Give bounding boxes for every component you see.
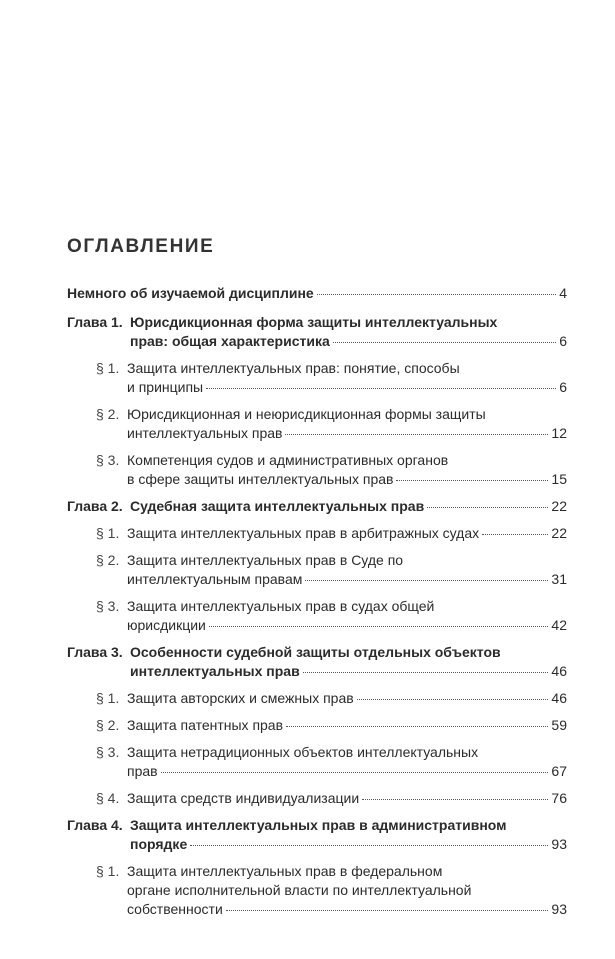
dot-leader (396, 479, 548, 481)
entry-title-line: Компетенция судов и административных органов (127, 452, 449, 468)
entry-title (127, 405, 567, 443)
entry-title (127, 551, 567, 589)
entry-title (67, 497, 567, 516)
dot-leader (209, 625, 549, 627)
entry-leader-row (130, 497, 567, 516)
page-number: 59 (551, 717, 567, 733)
toc-section-entry (67, 789, 567, 808)
entry-title (127, 359, 567, 397)
entry-title-line: Защита средств индивидуализации (127, 790, 360, 806)
entry-leader-row (127, 616, 567, 635)
chapter-number: Глава 2. (67, 498, 123, 514)
section-number: § 3. (96, 598, 120, 614)
page-number: 93 (551, 901, 567, 917)
section-number: § 1. (96, 360, 120, 376)
entry-leader-row (127, 689, 567, 708)
toc-section-entry (67, 405, 567, 443)
entry-title-line: интеллектуальным правам (127, 571, 303, 587)
dot-leader (357, 698, 549, 700)
page-number: 4 (559, 285, 567, 301)
toc-section-entry (67, 359, 567, 397)
entry-title (127, 689, 567, 708)
entry-title (127, 862, 567, 919)
entry-title-line: Защита интеллектуальных прав в Суде по (127, 552, 404, 568)
page-number: 15 (551, 471, 567, 487)
dot-leader (286, 725, 548, 727)
entry-title (127, 524, 567, 543)
page-number: 42 (551, 617, 567, 633)
dot-leader (206, 387, 556, 389)
toc-chapter-entry (67, 313, 567, 351)
dot-leader (226, 909, 549, 911)
entry-leader-row (127, 900, 567, 919)
dot-leader (317, 293, 557, 295)
entry-title-line: Защита авторских и смежных прав (127, 690, 354, 706)
chapter-number: Глава 4. (67, 817, 123, 833)
entry-title-line: и принципы (127, 379, 204, 395)
entry-title-line: органе исполнительной власти по интеллектуальной (127, 882, 472, 898)
section-number: § 3. (96, 452, 120, 468)
entry-title-line: Юрисдикционная форма защиты интеллектуальных (130, 314, 498, 330)
toc-section-entry (67, 689, 567, 708)
entry-title-line: Особенности судебной защиты отдельных объектов (130, 644, 501, 660)
dot-leader (285, 433, 548, 435)
entry-title-line: Защита нетрадиционных объектов интеллектуальных (127, 744, 479, 760)
page-number: 6 (559, 333, 567, 349)
page-number: 46 (551, 690, 567, 706)
entry-leader-row (127, 762, 567, 781)
section-number: § 1. (96, 690, 120, 706)
section-number: § 2. (96, 717, 120, 733)
page-number: 76 (551, 790, 567, 806)
page-number: 67 (551, 763, 567, 779)
toc-intro-entry (67, 284, 567, 303)
section-number: § 2. (96, 406, 120, 422)
entry-title-line: интеллектуальных прав (130, 663, 300, 679)
dot-leader (303, 671, 549, 673)
entry-title-line: прав: общая характеристика (130, 333, 330, 349)
page-number: 6 (559, 379, 567, 395)
section-number: § 3. (96, 744, 120, 760)
dot-leader (482, 533, 548, 535)
entry-title-line: Юрисдикционная и неюрисдикционная формы защиты (127, 406, 486, 422)
chapter-number: Глава 3. (67, 644, 123, 660)
entry-title-line: Защита интеллектуальных прав в федеральном (127, 863, 443, 879)
toc-list (67, 284, 567, 927)
entry-leader-row (130, 662, 567, 681)
dot-leader (161, 771, 549, 773)
entry-title-line: интеллектуальных прав (127, 425, 283, 441)
entry-title-line: Защита интеллектуальных прав в судах общей (127, 598, 435, 614)
chapter-number: Глава 1. (67, 314, 123, 330)
entry-title (127, 743, 567, 781)
entry-title-line: Защита интеллектуальных прав в административном (130, 817, 507, 833)
entry-title-line: юрисдикции (127, 617, 206, 633)
entry-title-line: Защита интеллектуальных прав в арбитражных судах (127, 525, 480, 541)
entry-title (127, 789, 567, 808)
entry-leader-row (130, 332, 567, 351)
section-number: § 1. (96, 525, 120, 541)
page-number: 31 (551, 571, 567, 587)
entry-leader-row (67, 284, 567, 303)
toc-title: ОГЛАВЛЕНИЕ (67, 236, 215, 257)
page-number: 22 (551, 525, 567, 541)
entry-leader-row (127, 789, 567, 808)
toc-chapter-entry (67, 816, 567, 854)
page-number: 12 (551, 425, 567, 441)
entry-leader-row (127, 470, 567, 489)
entry-leader-row (130, 835, 567, 854)
toc-section-entry (67, 451, 567, 489)
dot-leader (333, 341, 556, 343)
toc-section-entry (67, 551, 567, 589)
toc-chapter-entry (67, 497, 567, 516)
toc-section-entry (67, 862, 567, 919)
toc-section-entry (67, 743, 567, 781)
entry-title-line: Защита интеллектуальных прав: понятие, способы (127, 360, 460, 376)
entry-title-line: порядке (130, 836, 188, 852)
dot-leader (427, 506, 548, 508)
entry-title-line: Судебная защита интеллектуальных прав (130, 498, 425, 514)
dot-leader (362, 798, 548, 800)
entry-title-line: Немного об изучаемой дисциплине (67, 285, 314, 301)
page-number: 93 (551, 836, 567, 852)
entry-title-line: Защита патентных прав (127, 717, 284, 733)
section-number: § 4. (96, 790, 120, 806)
section-number: § 1. (96, 863, 120, 879)
entry-title (127, 451, 567, 489)
entry-title (127, 597, 567, 635)
entry-title (67, 313, 567, 351)
page-number: 46 (551, 663, 567, 679)
dot-leader (305, 579, 548, 581)
entry-title (127, 716, 567, 735)
dot-leader (190, 844, 548, 846)
entry-leader-row (127, 716, 567, 735)
entry-title (67, 284, 567, 303)
entry-title-line: собственности (127, 901, 223, 917)
entry-leader-row (127, 570, 567, 589)
entry-title-line: в сфере защиты интеллектуальных прав (127, 471, 394, 487)
toc-chapter-entry (67, 643, 567, 681)
entry-leader-row (127, 524, 567, 543)
page-number: 22 (551, 498, 567, 514)
entry-title (67, 816, 567, 854)
toc-section-entry (67, 716, 567, 735)
entry-title (67, 643, 567, 681)
entry-leader-row (127, 424, 567, 443)
toc-section-entry (67, 597, 567, 635)
toc-section-entry (67, 524, 567, 543)
entry-title-line: прав (127, 763, 158, 779)
entry-leader-row (127, 378, 567, 397)
section-number: § 2. (96, 552, 120, 568)
